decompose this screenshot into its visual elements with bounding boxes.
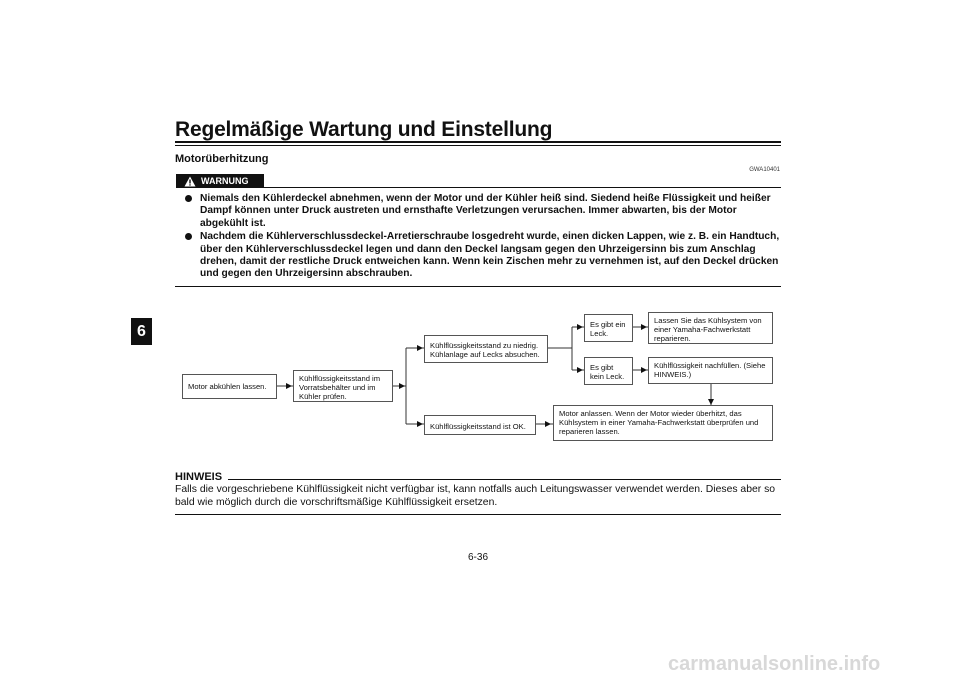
flow-step-level-low: Kühlflüssigkeitsstand zu niedrig. Kühlanlage auf Lecks absuchen. [424, 335, 548, 363]
flow-step-restart: Motor anlassen. Wenn der Motor wieder überhitzt, das Kühlsystem in einer Yamaha-Fachwerkstatt überprüfen und reparieren lassen. [553, 405, 773, 441]
arrow-icon [417, 421, 423, 427]
watermark: carmanualsonline.info [668, 653, 881, 675]
flow-step-cool-engine: Motor abkühlen lassen. [182, 374, 277, 399]
arrow-icon [417, 345, 423, 351]
arrow-icon [545, 421, 551, 427]
warning-code: GWA10401 [749, 167, 780, 173]
flow-step-level-ok: Kühlflüssigkeitsstand ist OK. [424, 415, 536, 435]
arrow-icon [641, 324, 647, 330]
flow-step-repair: Lassen Sie das Kühlsystem von einer Yamaha-Fachwerkstatt reparieren. [648, 312, 773, 344]
warning-label: WARNUNG [201, 176, 249, 186]
warning-item-text: Nachdem die Kühlerverschlussdeckel-Arretierschraube losgedreht wurde, einen dicken Lappen, wie z. B. ein Handtuch, über den Kühlerverschlussdeckel legen und dann den Deckel langsam gegen den Uhrzeigersinn bis zum Anschlag drehen, damit der restliche Druck entweichen kann. Wenn kein Zischen mehr zu vernehmen ist, auf den Deckel drücken und gegen den Uhrzeigersinn abschrauben. [200, 231, 780, 280]
section-title: Motorüberhitzung [175, 153, 269, 165]
arrow-icon [286, 383, 292, 389]
note-label: HINWEIS [175, 471, 223, 483]
arrow-icon [577, 324, 583, 330]
flow-step-no-leak: Es gibt kein Leck. [584, 357, 633, 385]
note-rule [228, 479, 781, 480]
note-bottom-rule [175, 514, 781, 515]
warning-item-text: Niemals den Kühlerdeckel abnehmen, wenn der Motor und der Kühler heiß sind. Siedend heiße Flüssigkeit und heißer Dampf können unter Druck austreten und ernsthafte Verletzungen verursachen. Immer abwarten, bis der Motor abgekühlt ist. [200, 193, 771, 229]
flow-step-refill: Kühlflüssigkeit nachfüllen. (Siehe HINWEIS.) [648, 357, 773, 384]
note-text: Falls die vorgeschriebene Kühlflüssigkeit nicht verfügbar ist, kann notfalls auch Leitungswasser verwendet werden. Dieses aber so bald wie möglich durch die vorschriftsmäßige Kühlflüssigkeit ersetzen. [175, 484, 776, 508]
arrow-icon [577, 367, 583, 373]
arrow-icon [641, 367, 647, 373]
flow-step-check-level: Kühlflüssigkeitsstand im Vorratsbehälter und im Kühler prüfen. [293, 370, 393, 402]
page-title: Regelmäßige Wartung und Einstellung [175, 118, 553, 141]
chapter-tab: 6 [131, 318, 152, 345]
flow-step-leak: Es gibt ein Leck. [584, 314, 633, 342]
page-number: 6-36 [468, 552, 489, 563]
arrow-icon [399, 383, 405, 389]
